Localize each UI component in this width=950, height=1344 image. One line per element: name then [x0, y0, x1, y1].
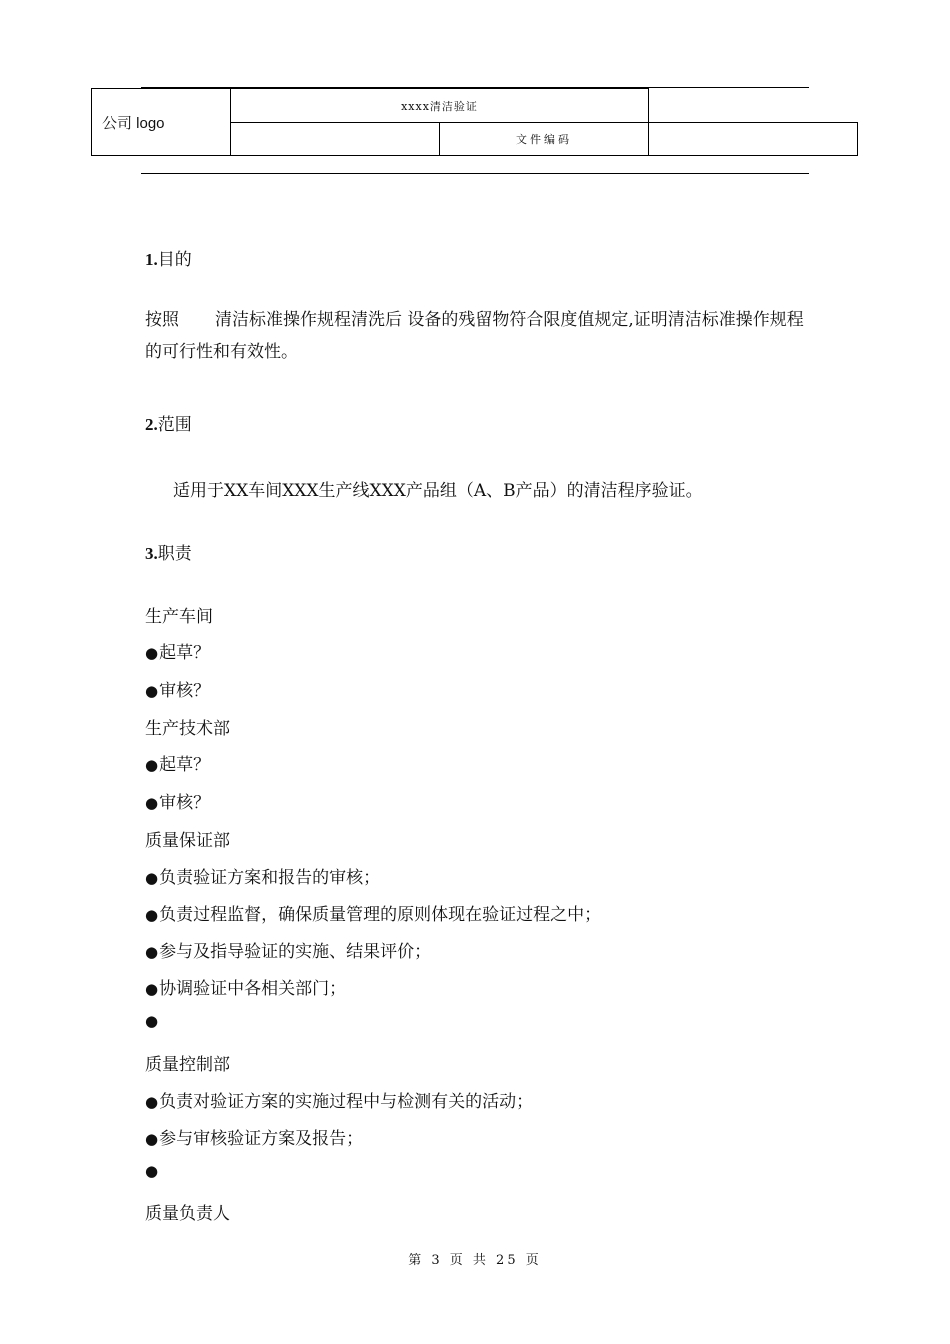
list-item: ●审核？ [145, 681, 211, 701]
list-item: ●审核？ [145, 793, 211, 813]
group-name: 质量负责人 [145, 1204, 230, 1224]
list-item: ●负责验证方案和报告的审核； [145, 868, 381, 888]
list-item: ●起草？ [145, 643, 211, 663]
document-header [91, 88, 858, 156]
group-name: 质量保证部 [145, 831, 230, 851]
section-heading-scope: 2.范围 [145, 415, 192, 435]
header-bottom-rule [141, 173, 809, 174]
doc-code-label: 文件编码 [440, 123, 649, 156]
group-name: 生产技术部 [145, 719, 230, 739]
purpose-paragraph: 按照 清洁标准操作规程清洗后 设备的残留物符合限度值规定,证明清洁标准操作规程的可行性和有效性。 [145, 310, 804, 362]
scope-paragraph: 适用于XX车间XXX生产线XXX产品组（A、B产品）的清洁程序验证。 [173, 481, 703, 501]
list-item: ●起草？ [145, 755, 211, 775]
group-name: 质量控制部 [145, 1055, 230, 1075]
doc-code-value [649, 123, 858, 156]
section-heading-responsibilities: 3.职责 [145, 544, 192, 564]
list-item: ● [145, 1162, 159, 1180]
page-number: 第 3 页 共 25 页 [408, 1253, 542, 1268]
group-name: 生产车间 [145, 607, 213, 627]
company-logo: 公司 logo [92, 89, 231, 156]
list-item: ●参与审核验证方案及报告； [145, 1129, 364, 1149]
list-item: ●参与及指导验证的实施、结果评价； [145, 942, 432, 962]
document-title: xxxx清洁验证 [231, 89, 649, 123]
section-heading-purpose: 1.目的 [145, 250, 192, 270]
list-item: ●协调验证中各相关部门； [145, 979, 347, 999]
list-item: ●负责过程监督，确保质量管理的原则体现在验证过程之中； [145, 905, 602, 925]
list-item: ●负责对验证方案的实施过程中与检测有关的活动； [145, 1092, 534, 1112]
list-item: ● [145, 1012, 159, 1030]
header-blank-cell [231, 123, 440, 156]
